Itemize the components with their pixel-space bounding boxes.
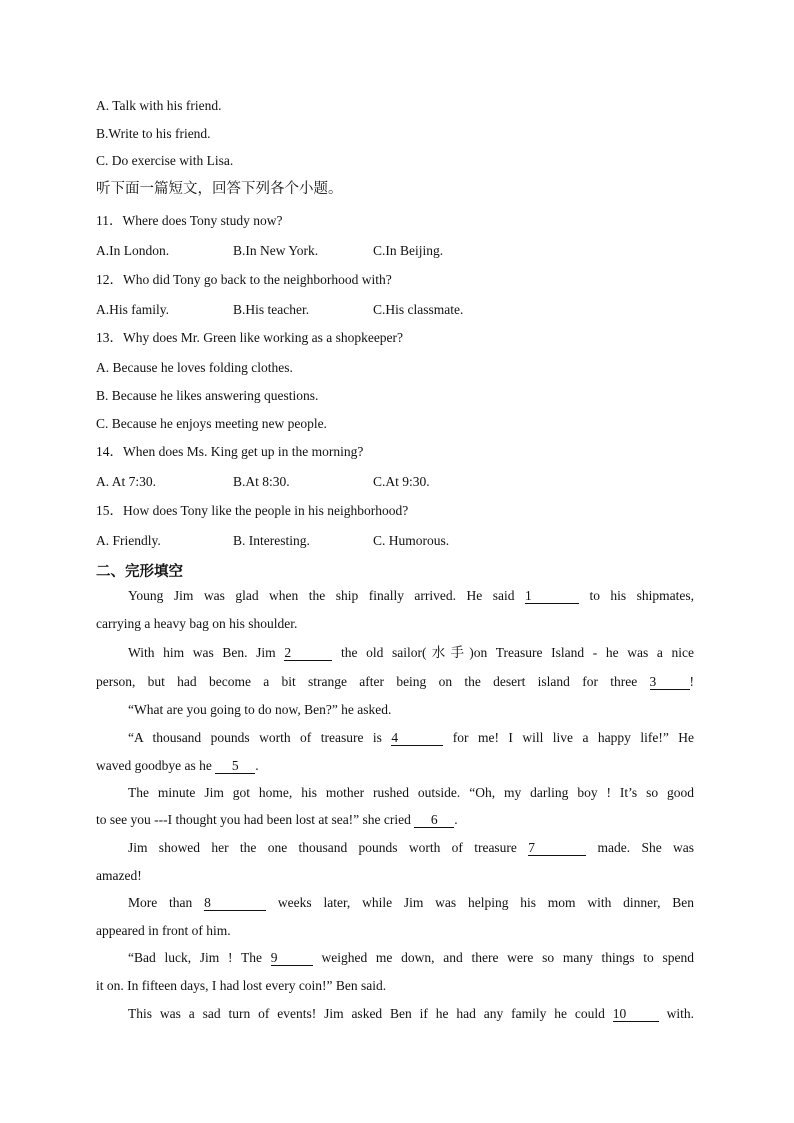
question-12: 12．Who did Tony go back to the neighborhood with? [96,272,392,287]
text: to see you ---I thought you had been lost at sea!” she cried [96,812,411,827]
question-13: 13．Why does Mr. Green like working as a shopkeeper? [96,330,404,345]
text: Young Jim was glad when the ship finally arrived. He said [128,588,515,603]
blank-10[interactable]: 10 [613,1006,659,1022]
option-a: A. Friendly. [96,533,161,548]
text: “A thousand pounds worth of treasure is [128,730,382,745]
option-c-q13: C. Because he enjoys meeting new people. [96,416,327,431]
question-15: 15．How does Tony like the people in his neighborhood? [96,503,409,518]
question-11: 11．Where does Tony study now? [96,213,283,228]
option-c: C.His classmate. [373,302,464,317]
cloze-paragraph-5-line-1: The minute Jim got home, his mother rushed outside. “Oh, my darling boy ! It’s so good [128,785,694,800]
cloze-paragraph-4-line-2 [96,757,259,775]
text: made. She was [597,840,695,855]
text: with. [666,1006,694,1021]
text: “Bad luck, Jim ! The [128,950,262,965]
text: person, but had become a bit strange after being on the desert island for three [96,674,638,689]
cloze-paragraph-7-line-1 [96,894,694,912]
blank-8[interactable]: 8 [204,895,266,911]
option-c: C.At 9:30. [373,474,430,489]
option-b: B.At 8:30. [233,474,290,489]
option-c: C. Humorous. [373,533,450,548]
blank-3[interactable]: 3 [650,674,690,690]
text: weighed me down, and there were so many things to spend [321,950,695,965]
cloze-paragraph-9-line-1 [96,1005,694,1023]
option-c-q10: C. Do exercise with Lisa. [96,153,234,168]
cloze-paragraph-3: “What are you going to do now, Ben?” he asked. [128,702,392,717]
option-a: A. At 7:30. [96,474,157,489]
option-a-q13: A. Because he loves folding clothes. [96,360,293,375]
cloze-paragraph-6-line-1 [96,839,694,857]
option-b-q13: B. Because he likes answering questions. [96,388,319,403]
text: With him was Ben. Jim [128,645,276,660]
blank-5[interactable]: 5 [215,758,255,774]
blank-9[interactable]: 9 [271,950,313,966]
cloze-paragraph-6-line-2: amazed! [96,868,142,883]
option-b: B.In New York. [233,243,319,258]
cloze-paragraph-5-line-2 [96,811,458,829]
cloze-paragraph-1-line-2: carrying a heavy bag on his shoulder. [96,616,298,631]
text: . [454,812,458,827]
option-a-q10: A. Talk with his friend. [96,98,222,113]
blank-4[interactable]: 4 [391,730,443,746]
text: weeks later, while Jim was helping his mom with dinner, Ben [277,895,695,910]
blank-7[interactable]: 7 [528,840,586,856]
cloze-paragraph-8-line-2: it on. In fifteen days, I had lost every coin!” Ben said. [96,978,387,993]
blank-1[interactable]: 1 [525,588,579,604]
text: to his shipmates, [589,588,695,603]
text: ! [689,674,695,689]
cloze-paragraph-2-line-1 [96,644,694,662]
blank-6[interactable]: 6 [414,812,454,828]
text: This was a sad turn of events! Jim asked Ben if he had any family he could [128,1006,605,1021]
option-b: B. Interesting. [233,533,310,548]
cloze-section-title: 二、完形填空 [96,564,183,580]
section-instruction: 听下面一篇短文，回答下列各个小题。 [96,181,343,197]
text: . [255,758,259,773]
cloze-paragraph-7-line-2: appeared in front of him. [96,923,231,938]
question-14: 14．When does Ms. King get up in the morning? [96,444,364,459]
option-a: A.His family. [96,302,169,317]
text: for me! I will live a happy life!” He [452,730,695,745]
text: waved goodbye as he [96,758,212,773]
option-b: B.His teacher. [233,302,310,317]
cloze-paragraph-2-line-2 [96,673,694,691]
text: Jim showed her the one thousand pounds worth of treasure [128,840,517,855]
option-b-q10: B.Write to his friend. [96,126,211,141]
option-a: A.In London. [96,243,170,258]
cloze-paragraph-4-line-1 [96,729,694,747]
blank-2[interactable]: 2 [284,645,332,661]
text: the old sailor(水手)on Treasure Island - he was a nice [340,645,695,660]
cloze-paragraph-1-line-1 [96,587,694,605]
option-c: C.In Beijing. [373,243,444,258]
cloze-paragraph-8-line-1 [96,949,694,967]
text: More than [128,895,193,910]
